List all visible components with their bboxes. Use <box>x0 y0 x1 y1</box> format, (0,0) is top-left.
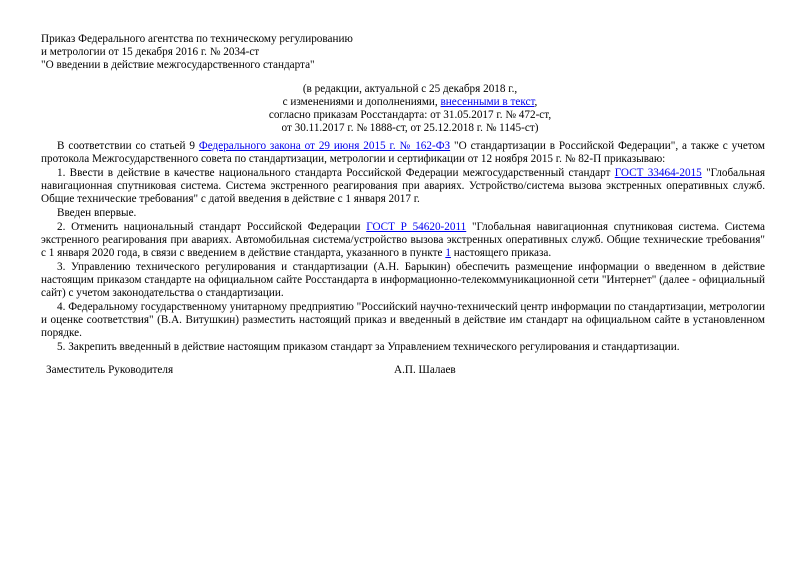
item-2-post: настоящего приказа. <box>450 247 552 259</box>
signatory-position: Заместитель Руководителя <box>46 364 174 376</box>
document-header <box>41 33 441 72</box>
item-1-pre: 1. Ввести в действие в качестве национального стандарта Российской Федерации межгосударственный стандарт <box>57 167 615 179</box>
amendments-link[interactable]: внесенными в текст <box>440 96 535 108</box>
edition-line-1: (в редакции, актуальной с 25 декабря 2018 г., <box>302 83 518 95</box>
intro-paragraph <box>41 140 765 166</box>
gost-33464-link[interactable]: ГОСТ 33464-2015 <box>614 167 702 179</box>
edition-line-4: от 30.11.2017 г. № 1888-ст, от 25.12.2018 г. № 1145-ст) <box>281 122 539 134</box>
item-1-paragraph <box>41 167 765 206</box>
edition-note <box>150 83 670 135</box>
item-3-paragraph: 3. Управлению технического регулирования и стандартизации (А.Н. Барыкин) обеспечить размещение информации о введенном в действие настоящим приказом стандарте на официальном сайте Росстандарта в информационно-телекоммуникационной сети "Интернет" (далее - официальный сайт) с учетом законодательства о стандартизации. <box>41 261 765 299</box>
intro-post: "О стандартизации в Российской Федерации", а также с учетом протокола Межгосударственного совета по стандартизации, метрологии и сертификации от 12 ноября 2015 г. № 82-П приказываю: <box>41 140 765 165</box>
edition-line-2-post: , <box>534 96 538 108</box>
introduced-first-note: Введен впервые. <box>57 207 137 219</box>
item-4-paragraph: 4. Федеральному государственному унитарному предприятию "Российский научно-технический центр информации по стандартизации, метрологии и оценке соответствия" (В.А. Витушкин) разместить настоящий приказ и введенный в действие им стандарт на официальном сайте в установленном порядке. <box>41 301 765 339</box>
item-5-paragraph: 5. Закрепить введенный в действие настоящим приказом стандарт за Управлением технического регулирования и стандартизации. <box>57 341 680 353</box>
header-line-3: "О введении в действие межгосударственного стандарта" <box>41 59 315 71</box>
federal-law-link[interactable]: Федерального закона от 29 июня 2015 г. № 162-ФЗ <box>198 140 451 152</box>
document-body <box>41 140 765 355</box>
gost-r-54620-link[interactable]: ГОСТ Р 54620-2011 <box>366 221 467 233</box>
item-1-post: "Глобальная навигационная спутниковая система. Система экстренного реагирования при авариях. Устройство/система вызова экстренных оперативных служб. Общие технические требования" с датой введения в действие с 1 января 2017 г. <box>41 167 765 205</box>
header-line-2: и метрологии от 15 декабря 2016 г. № 2034-ст <box>41 46 260 58</box>
signatory-name: А.П. Шалаев <box>394 364 456 376</box>
edition-line-2 <box>150 96 670 109</box>
item-1-ref-link[interactable]: 1 <box>445 247 451 259</box>
intro-pre: В соответствии со статьей 9 <box>57 140 199 152</box>
header-line-1: Приказ Федерального агентства по техническому регулированию <box>41 33 353 45</box>
item-2-pre: 2. Отменить национальный стандарт Российской Федерации <box>57 221 367 233</box>
edition-line-3: согласно приказам Росстандарта: от 31.05.2017 г. № 472-ст, <box>268 109 552 121</box>
edition-line-2-pre: с изменениями и дополнениями, <box>282 96 441 108</box>
item-2-paragraph <box>41 221 765 260</box>
item-2-mid: "Глобальная навигационная спутниковая система. Система экстренного реагирования при авариях. Автомобильная система/устройство вызова экстренных оперативных служб. Общие технические требования" с 1 января 2020 года, в связи с введением в действие стандарта, указанного в пункте <box>41 221 766 259</box>
